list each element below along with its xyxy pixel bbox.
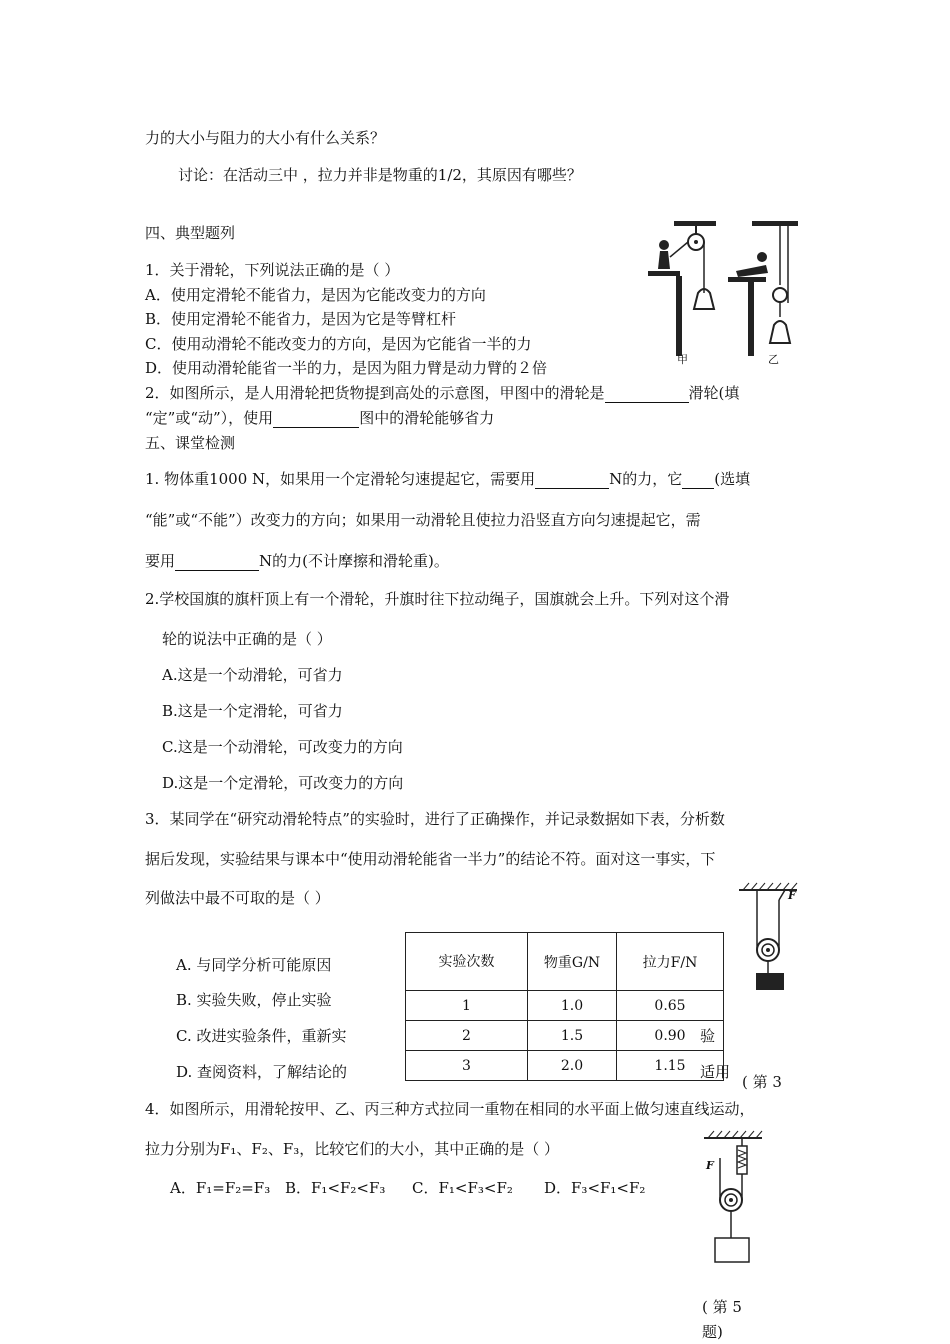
s5-q1-line1-c: (选填: [714, 470, 751, 488]
s5-q3-option-a: A. 与同学分析可能原因: [176, 956, 332, 974]
s5-q1-line3-b: N的力(不计摩擦和滑轮重)。: [259, 552, 449, 570]
s5-q1-line1: [145, 469, 750, 489]
s4-q2-line1-b: 滑轮(填: [688, 384, 740, 402]
s5-q1-line3-a: 要用: [145, 552, 176, 570]
s5-q2-line2: 轮的说法中正确的是（ ）: [162, 630, 332, 648]
table-cell: 3: [406, 1051, 528, 1081]
table-cell: 0.90: [617, 1021, 724, 1051]
s5-q4-option-d: D．F₃<F₁<F₂: [544, 1179, 646, 1197]
s4-q2-line2-b: 图中的滑轮能够省力: [359, 409, 495, 427]
s5-q3-option-c-tail: 验: [700, 1027, 716, 1045]
q3-figure-caption: ( 第 3: [742, 1073, 782, 1091]
answer-blank[interactable]: [535, 472, 609, 489]
q5-figure-force-label: F: [706, 1159, 714, 1172]
s4-q2-line2-a: “定”或“动”），使用: [145, 409, 274, 427]
s4-q1-option-d: D．使用动滑轮能省一半的力，是因为阻力臂是动力臂的２倍: [145, 359, 548, 377]
section-4-heading: 四、典型题列: [145, 224, 236, 242]
s5-q1-line3: [145, 551, 449, 571]
pulley-figure-jia-yi: [640, 215, 810, 375]
s4-q1-option-a: A．使用定滑轮不能省力，是因为它能改变力的方向: [145, 286, 486, 304]
s5-q3-option-d: D. 查阅资料，了解结论的: [176, 1063, 348, 1081]
table-header-trial: 实验次数: [406, 933, 528, 991]
figure-label-jia: 甲: [677, 353, 688, 366]
s5-q3-line1: 3．某同学在“研究动滑轮特点”的实验时，进行了正确操作，并记录数据如下表，分析数: [145, 810, 725, 828]
table-cell: 1.0: [528, 991, 617, 1021]
s4-q1-option-b: B．使用定滑轮不能省力，是因为它是等臂杠杆: [145, 310, 457, 328]
s5-q4-line2: 拉力分别为F₁、F₂、F₃，比较它们的大小，其中正确的是（ ）: [145, 1140, 560, 1158]
s5-q1-line1-a: 1. 物体重1000 N，如果用一个定滑轮匀速提起它，需要用: [145, 470, 536, 488]
figure-label-yi: 乙: [768, 353, 779, 366]
answer-blank[interactable]: [175, 554, 259, 571]
table-row: [406, 1021, 724, 1051]
s5-q2-option-a: A.这是一个动滑轮，可省力: [162, 666, 343, 684]
answer-blank[interactable]: [273, 411, 359, 428]
s5-q3-option-b: B. 实验失败，停止实验: [176, 991, 332, 1009]
s5-q2-line1: 2.学校国旗的旗杆顶上有一个滑轮，升旗时往下拉动绳子，国旗就会上升。下列对这个滑: [145, 590, 730, 608]
s5-q4-option-b: B．F₁<F₂<F₃: [285, 1179, 386, 1197]
s4-q2-line1: [145, 383, 739, 403]
s4-q1-option-c: C．使用动滑轮不能改变力的方向，是因为它能省一半的力: [145, 335, 532, 353]
s5-q2-option-b: B.这是一个定滑轮，可省力: [162, 702, 343, 720]
table-header-force: 拉力F/N: [617, 933, 724, 991]
discussion-text: 讨论：在活动三中 ，拉力并非是物重的1/2，其原因有哪些？: [178, 166, 582, 184]
s5-q4-line1: 4．如图所示，用滑轮按甲、乙、丙三种方式拉同一重物在相同的水平面上做匀速直线运动，: [145, 1100, 755, 1118]
table-cell: 1.5: [528, 1021, 617, 1051]
table-header-row: [406, 933, 724, 991]
s5-q3-option-c: C. 改进实验条件，重新实: [176, 1027, 347, 1045]
table-header-weight: 物重G/N: [528, 933, 617, 991]
s5-q4-option-a: A．F₁=F₂=F₃: [170, 1179, 271, 1197]
s5-q2-option-d: D.这是一个定滑轮，可改变力的方向: [162, 774, 404, 792]
s4-q2-line1-a: 2．如图所示，是人用滑轮把货物提到高处的示意图，甲图中的滑轮是: [145, 384, 605, 402]
table-cell: 1.15: [617, 1051, 724, 1081]
experiment-data-table: [405, 932, 724, 1081]
fig5-caption-line1: ( 第 5: [702, 1298, 742, 1316]
answer-blank[interactable]: [682, 472, 714, 489]
q3-figure-force-label: F: [788, 889, 796, 902]
table-cell: 0.65: [617, 991, 724, 1021]
intro-question: 力的大小与阻力的大小有什么关系？: [145, 129, 386, 147]
section-5-heading: 五、课堂检测: [145, 434, 236, 452]
table-cell: 2.0: [528, 1051, 617, 1081]
pulley-spring-scale-figure: [702, 1128, 772, 1268]
s5-q4-option-c: C．F₁<F₃<F₂: [412, 1179, 513, 1197]
s5-q3-line3: 列做法中最不可取的是（ ）: [145, 889, 330, 907]
fig5-caption-line2: 题): [702, 1323, 723, 1341]
s4-q2-line2: [145, 408, 494, 428]
s5-q3-line2: 据后发现，实验结果与课本中“使用动滑轮能省一半力”的结论不符。面对这一事实，下: [145, 850, 716, 868]
table-cell: 1: [406, 991, 528, 1021]
s5-q2-option-c: C.这是一个动滑轮，可改变力的方向: [162, 738, 403, 756]
answer-blank[interactable]: [605, 386, 689, 403]
s5-q1-line2: “能”或“不能”）改变力的方向；如果用一动滑轮且使拉力沿竖直方向匀速提起它，需: [145, 511, 701, 529]
s5-q1-line1-b: N的力，它: [609, 470, 683, 488]
s4-q1-stem: 1．关于滑轮，下列说法正确的是（ ）: [145, 261, 400, 279]
s5-q3-option-d-tail: 适用: [700, 1063, 731, 1081]
table-row: [406, 991, 724, 1021]
table-row: [406, 1051, 724, 1081]
table-cell: 2: [406, 1021, 528, 1051]
